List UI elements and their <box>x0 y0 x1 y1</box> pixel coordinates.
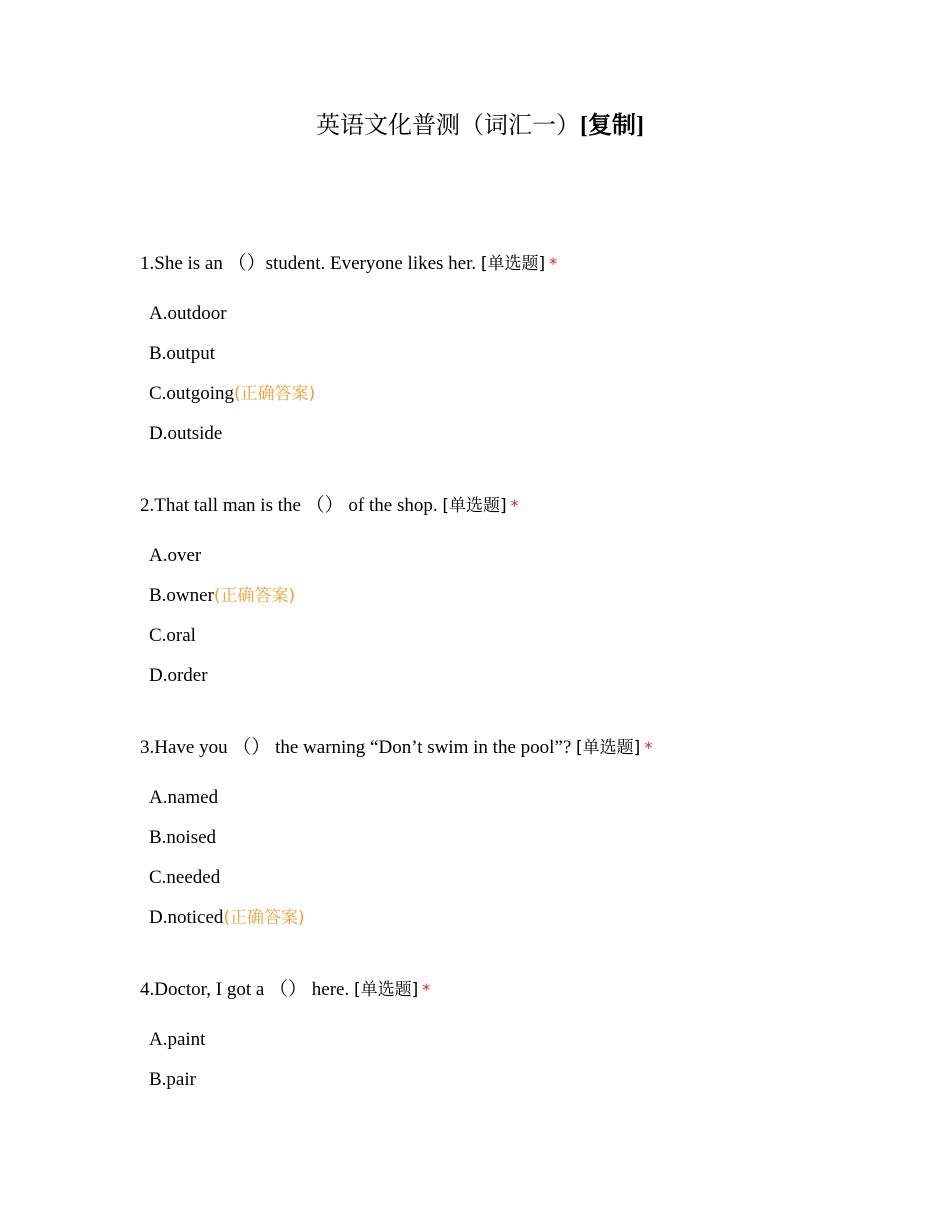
option <box>149 778 652 818</box>
question-type: [单选题] <box>576 738 641 758</box>
question-text: 1.She is an （）student. Everyone likes her. <box>140 253 481 274</box>
question-title <box>140 734 652 762</box>
option <box>149 334 557 374</box>
option <box>149 536 519 576</box>
option-label: D.outside <box>149 423 223 444</box>
page-title <box>0 108 950 144</box>
option-label: B.output <box>149 343 215 364</box>
correct-answer-tag: (正确答案) <box>213 586 296 606</box>
correct-answer-tag: (正确答案) <box>223 908 305 928</box>
question-title <box>140 250 557 278</box>
option-label: D.noticed <box>149 907 224 928</box>
option <box>149 1060 430 1100</box>
option-label: A.paint <box>149 1029 206 1050</box>
option-label: D.order <box>149 665 208 686</box>
title-suffix: [复制] <box>580 113 644 139</box>
required-star: * <box>644 738 653 757</box>
question-2 <box>140 492 519 696</box>
option <box>149 1020 430 1060</box>
question-4 <box>140 976 430 1100</box>
question-type: [单选题] <box>353 980 419 1000</box>
question-title <box>140 976 430 1004</box>
option <box>149 374 557 414</box>
option <box>149 414 557 454</box>
option-label: C.needed <box>149 867 221 888</box>
option-label: B.noised <box>149 827 217 848</box>
question-type: [单选题] <box>442 496 507 516</box>
option-label: A.outdoor <box>149 303 227 324</box>
option-label: B.owner <box>149 585 214 606</box>
question-text: 2.That tall man is the （） of the shop. <box>140 495 443 516</box>
option <box>149 576 519 616</box>
required-star: * <box>549 254 558 273</box>
option-label: A.named <box>149 787 219 808</box>
question-3 <box>140 734 652 938</box>
question-type: [单选题] <box>480 254 546 274</box>
option <box>149 818 652 858</box>
option-label: C.outgoing <box>149 383 234 404</box>
option <box>149 898 652 938</box>
question-text: 3.Have you （） the warning “Don’t swim in the pool”? <box>140 737 577 758</box>
option <box>149 656 519 696</box>
option-label: A.over <box>149 545 202 566</box>
option-label: B.pair <box>149 1069 196 1090</box>
option <box>149 616 519 656</box>
option-label: C.oral <box>149 625 196 646</box>
title-text: 英语文化普测（词汇一） <box>316 113 580 139</box>
option <box>149 294 557 334</box>
required-star: * <box>510 496 519 515</box>
question-title <box>140 492 519 520</box>
required-star: * <box>422 980 431 999</box>
option <box>149 858 652 898</box>
question-text: 4.Doctor, I got a （） here. <box>140 979 354 1000</box>
question-1 <box>140 250 557 454</box>
correct-answer-tag: (正确答案) <box>233 384 316 404</box>
